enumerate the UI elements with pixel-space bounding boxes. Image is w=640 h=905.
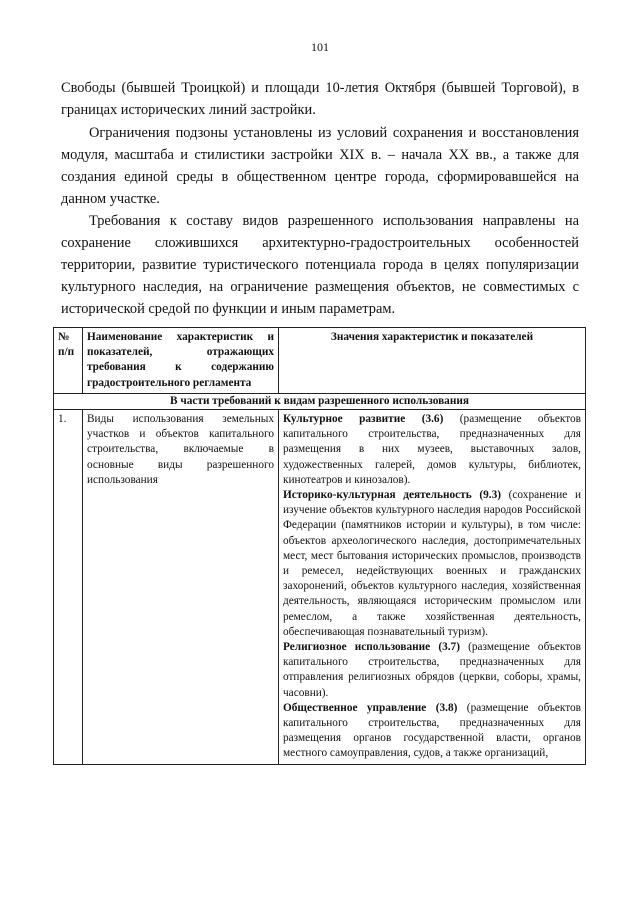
paragraph-3: Требования к составу видов разрешенного использования направлены на сохранение сложившихся архитектурно-градостроительных особенностей территории, развитие туристического потенциала города в целях популяризации культурного наследия, на ограничение размещения объектов, не совместимых с исторической средой по функции и иным параметрам. (61, 213, 579, 317)
entry-religion (283, 640, 581, 701)
entry-culture (283, 412, 581, 488)
table-section-row (54, 393, 586, 409)
table-row (54, 410, 586, 765)
page-number: 101 (311, 40, 329, 54)
paragraph-2: Ограничения подзоны установлены из условий сохранения и восстановления модуля, масштаба и стилистики застройки XIX в. – начала XX вв., а также для создания единой среды в общественном центре города, сформировавшейся на данном участке. (61, 125, 579, 207)
header-name: Наименование характеристик и показателей, отражающих требования к содержанию градостроительного регламента (83, 328, 279, 394)
entry-history-title: Историко-культурная деятельность (9.3) (283, 489, 501, 502)
entry-culture-title: Культурное развитие (3.6) (283, 413, 444, 426)
header-number: № п/п (54, 328, 83, 394)
entry-religion-title: Религиозное использование (3.7) (283, 641, 460, 654)
table-header-row (54, 328, 586, 394)
entry-religion-text: (размещение объектов капитального строительства, предназначенных для отправления религиозных обрядов (церкви, соборы, храмы, часовни). (283, 641, 581, 699)
entry-history-text: (сохранение и изучение объектов культурного наследия народов Российской Федерации (памятников истории и культуры), в том числе: объектов археологического наследия, достопримечательных мест, мест бытования исторических промыслов, производств и ремесел, недействующих военных и гражданских захоронений, объектов культурного наследия, хозяйственная деятельность, являющаяся историческим промыслом или ремеслом, а также хозяйственная деятельность, обеспечивающая познавательный туризм). (283, 489, 581, 638)
entry-culture-text: (размещение объектов капитального строительства, предназначенных для размещения в них музеев, выставочных залов, художественных галерей, домов культуры, библиотек, кинотеатров и кинозалов). (283, 413, 582, 486)
entry-public-admin-title: Общественное управление (3.8) (283, 701, 458, 714)
regulation-table (53, 327, 586, 765)
row-number: 1. (54, 410, 83, 765)
entry-public-admin-text: (размещение объектов капитального строительства, предназначенных для размещения органов государственной власти, органов местного самоуправления, судов, а также организаций, (283, 701, 582, 760)
section-title: В части требований к видам разрешенного использования (54, 393, 586, 409)
row-values (279, 410, 586, 765)
paragraph-1: Свободы (бывшей Троицкой) и площади 10-летия Октября (бывшей Торговой), в границах исторических линий застройки. (61, 80, 579, 118)
header-value: Значения характеристик и показателей (279, 328, 586, 394)
entry-public-admin (283, 701, 581, 762)
entry-history (283, 488, 581, 640)
row-name: Виды использования земельных участков и объектов капитального строительства, включаемые в основные виды разрешенного использования (83, 410, 279, 765)
